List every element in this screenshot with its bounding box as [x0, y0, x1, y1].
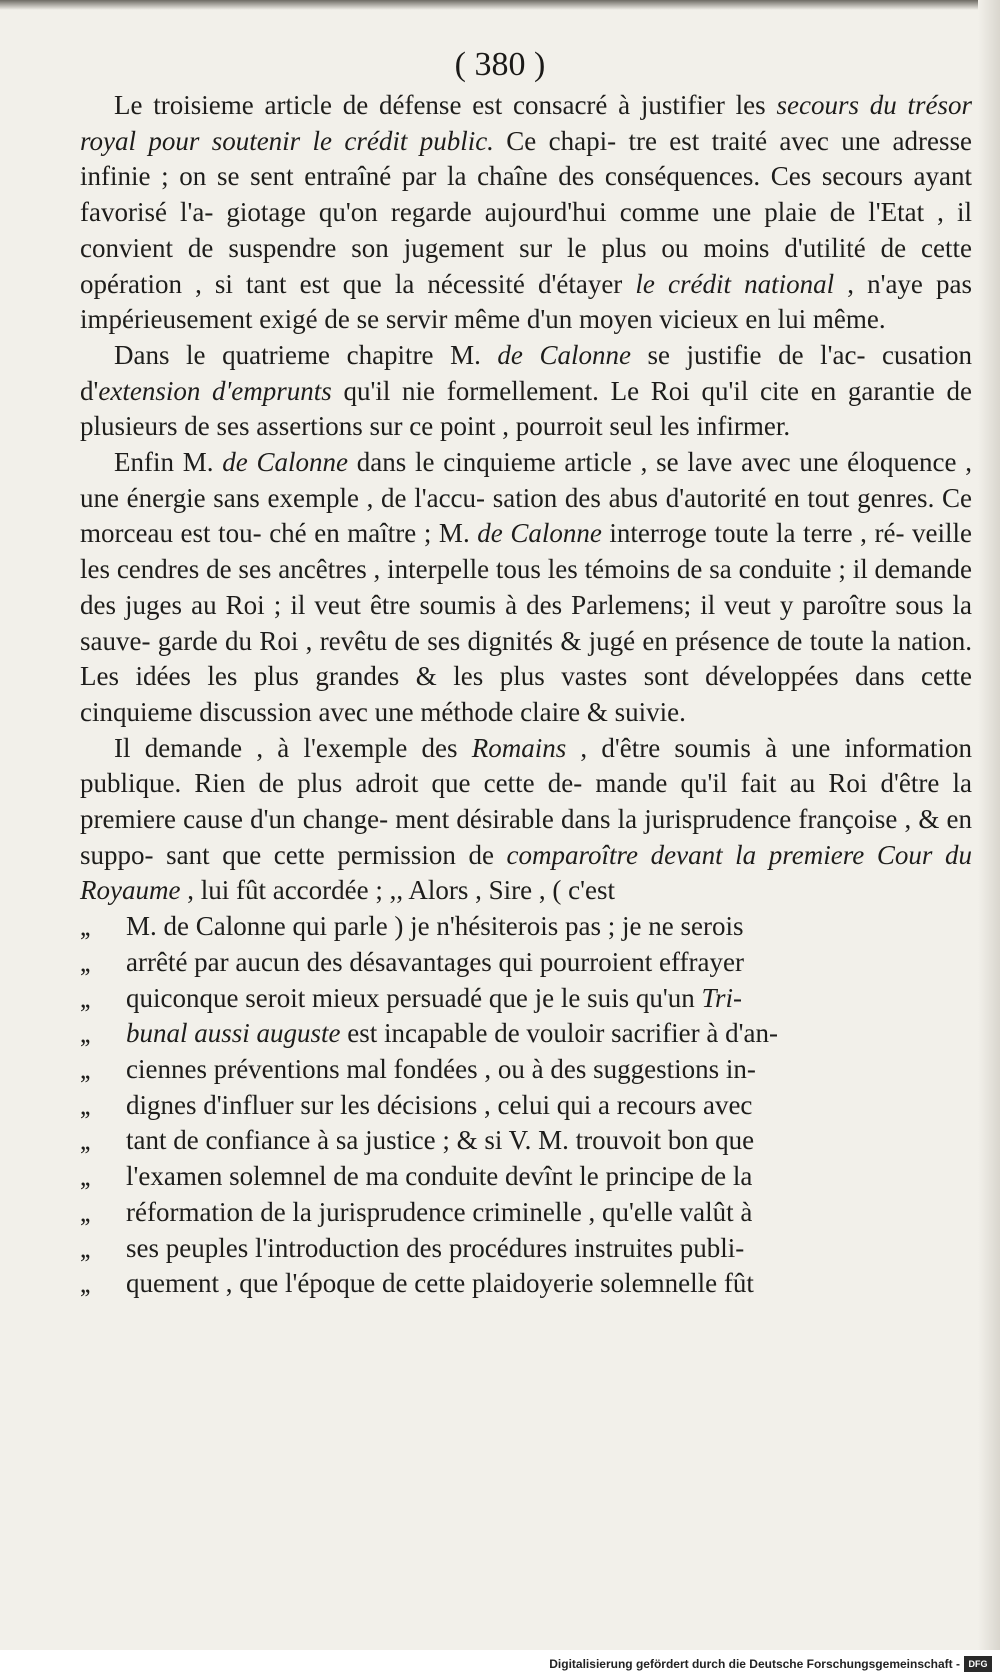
- quote-line: [80, 1016, 972, 1052]
- text-run: Enfin M.: [114, 447, 223, 478]
- text-run: toute la nation. Les idées les plus grandes & les plus vastes: [80, 625, 973, 692]
- text-run: ché en maître ; M.: [269, 518, 478, 549]
- footer: [0, 1650, 1000, 1679]
- text-run: veille les cendres de ses ancêtres , interpelle tous les témoins: [80, 518, 973, 585]
- quotation-block: [80, 909, 972, 1302]
- body-text: [80, 88, 972, 1302]
- text-run: mande qu'il fait au Roi d'être la premiere cause d'un change-: [80, 768, 973, 835]
- text-run: arrêté par aucun des désavantages qui pourroient effrayer: [126, 946, 744, 977]
- paragraph-3: [80, 445, 972, 731]
- footer-credit: Digitalisierung gefördert durch die Deutsche Forschungsgemeinschaft -: [549, 1657, 960, 1671]
- quote-line: [80, 1231, 972, 1267]
- text-run: quiconque seroit mieux persuadé que je le suis qu'un: [126, 982, 702, 1013]
- italic-text: de Calonne: [222, 447, 348, 478]
- paragraph-4: [80, 731, 972, 910]
- page-number: ( 380 ): [454, 46, 546, 83]
- quote-line: [80, 1052, 972, 1088]
- italic-text: secours du trésor royal pour soutenir le crédit public.: [80, 90, 973, 156]
- quote-mark: ,,: [80, 1126, 89, 1156]
- quote-mark: ,,: [80, 1162, 89, 1192]
- text-run: cusation d': [80, 339, 973, 406]
- paragraph-1: [80, 88, 972, 338]
- text-run: , lui fût accordée ; ,, Alors , Sire , ( c'est: [180, 875, 615, 906]
- text-run: sant que cette permission de: [166, 839, 507, 870]
- text-run: tant de confiance à sa justice ; & si V. M. trouvoit bon que: [126, 1125, 755, 1156]
- quote-mark: ,,: [80, 1269, 89, 1299]
- quote-line: [80, 1159, 972, 1195]
- quote-mark: ,,: [80, 983, 89, 1013]
- quote-line: [80, 1266, 972, 1302]
- quote-line: [80, 1088, 972, 1124]
- text-run: ment désirable dans la jurisprudence françoise , & en suppo-: [80, 804, 972, 870]
- text-run: Il demande , à l'exemple des: [114, 732, 472, 763]
- text-run: Ce chapi-: [493, 125, 617, 156]
- quote-line: [80, 1195, 972, 1231]
- text-run: même d'un moyen vicieux en lui même.: [454, 304, 886, 335]
- text-run: réformation de la jurisprudence criminelle , qu'elle valût à: [126, 1196, 753, 1227]
- italic-text: de Calonne: [477, 518, 602, 549]
- paragraph-2: [80, 338, 972, 445]
- text-run: quement , que l'époque de cette plaidoyerie solemnelle fût: [126, 1268, 754, 1299]
- text-run: Roi qu'il cite en garantie de plusieurs de ses assertions sur ce: [80, 375, 973, 442]
- scan-right-edge: [978, 0, 1000, 1650]
- text-run: par la chaîne des conséquences. Ces secours ayant favorisé l'a-: [80, 161, 972, 228]
- text-run: giotage qu'on regarde aujourd'hui comme une plaie de l'Etat ,: [226, 197, 944, 228]
- text-run: qu'il nie formellement. Le: [331, 375, 640, 406]
- text-run: interroge toute la terre , ré-: [601, 518, 905, 549]
- text-run: d'utilité de cette opération , si tant est que la nécessité d'étayer: [80, 232, 973, 299]
- quote-mark: ,,: [80, 1090, 89, 1120]
- italic-text: de Calonne: [497, 339, 631, 370]
- text-run: de sa conduite ; il demande des juges au Roi ; il veut être: [80, 554, 973, 620]
- quote-mark: ,,: [80, 1233, 89, 1263]
- text-run: une information publique. Rien de plus adroit que cette de-: [80, 732, 973, 799]
- text-run: l'examen solemnel de ma conduite devînt le principe de la: [126, 1161, 753, 1192]
- text-run: M. de Calonne qui parle ) je n'hésiterois pas ; je ne serois: [126, 911, 744, 942]
- italic-text: comparoître devant la premiere: [506, 839, 865, 870]
- text-run: sont développées dans cette cinquieme discussion avec une: [80, 661, 973, 727]
- text-run: , n'aye pas impérieusement exigé de se servir: [80, 268, 973, 335]
- quote-line: [80, 1123, 972, 1159]
- text-run: soumis à des Parlemens; il veut y paroître sous la sauve-: [80, 589, 973, 656]
- quote-mark: ,,: [80, 912, 89, 942]
- italic-text: Cour du Royaume: [80, 839, 972, 906]
- quote-line: [80, 945, 972, 981]
- text-run: se justifie de l'ac-: [630, 339, 866, 370]
- text-run: Le troisieme article de défense est consacré à justifier les: [114, 90, 766, 120]
- text-run: est incapable de vouloir sacrifier à d'an-: [340, 1018, 778, 1049]
- text-run: ses peuples l'introduction des procédures instruites publi-: [126, 1232, 745, 1263]
- text-run: dans le cinquieme article , se lave: [347, 447, 733, 478]
- text-run: il convient de suspendre son jugement sur le plus ou moins: [80, 197, 972, 263]
- scan-top-edge: [0, 0, 1000, 10]
- text-run: sation des abus d'autorité en tout genres. Ce morceau est tou-: [80, 482, 972, 549]
- italic-text: Tri-: [701, 982, 743, 1013]
- italic-text: le crédit national: [635, 268, 835, 299]
- text-run: méthode claire & suivie.: [420, 696, 686, 727]
- text-run: garde du Roi , revêtu de ses dignités & jugé en présence de: [157, 625, 803, 656]
- italic-text: extension d'emprunts: [98, 375, 332, 406]
- quote-mark: ,,: [80, 1054, 89, 1084]
- quote-mark: ,,: [80, 1197, 89, 1227]
- italic-text: Romains: [471, 732, 567, 763]
- quote-mark: ,,: [80, 947, 89, 977]
- quote-line: [80, 981, 972, 1017]
- text-run: Dans le quatrieme chapitre M.: [114, 339, 498, 370]
- quote-mark: ,,: [80, 1019, 89, 1049]
- text-run: avec une éloquence , une énergie sans exemple , de l'accu-: [80, 447, 973, 513]
- text-run: ciennes préventions mal fondées , ou à des suggestions in-: [126, 1053, 756, 1084]
- dfg-logo: DFG: [964, 1656, 992, 1672]
- text-run: point , pourroit seul les infirmer.: [439, 411, 791, 442]
- text-run: dignes d'influer sur les décisions , celui qui a recours avec: [126, 1089, 753, 1120]
- italic-text: bunal aussi auguste: [126, 1018, 341, 1049]
- text-run: , d'être soumis à: [566, 732, 778, 763]
- text-run: tre est traité avec une adresse infinie ; on se sent entraîné: [80, 125, 973, 192]
- quote-line: [80, 909, 972, 945]
